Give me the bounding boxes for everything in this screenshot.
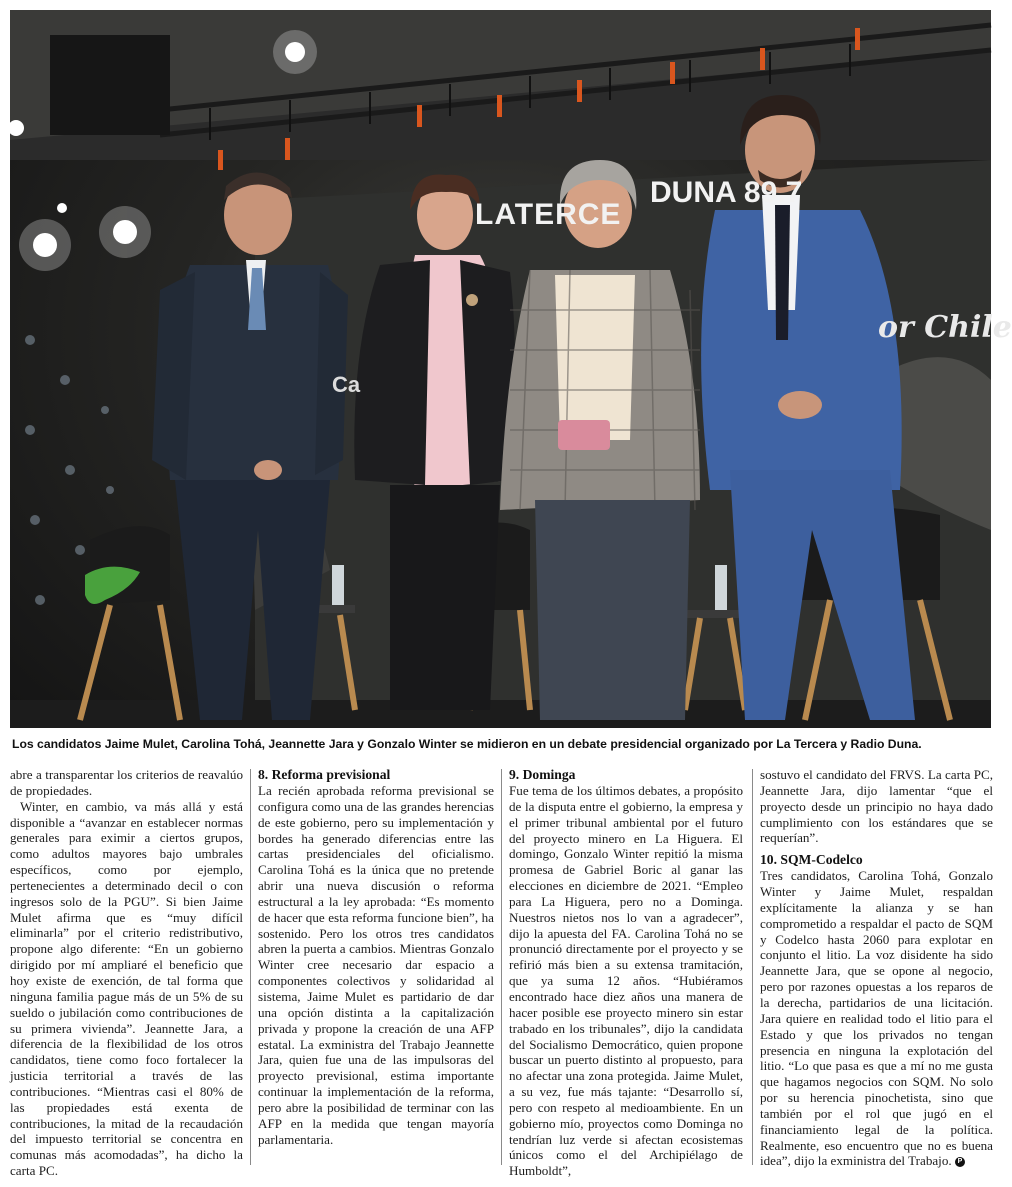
section-heading-dominga: 9. Dominga <box>509 767 576 782</box>
backdrop-logo-text: LATERCE <box>475 198 622 231</box>
column-divider <box>501 769 502 1165</box>
backdrop-fragment-text: Ca <box>332 372 361 397</box>
article-column-2 <box>258 767 494 1147</box>
backdrop-duna-text: DUNA 89.7 <box>650 176 803 209</box>
paragraph: La recién aprobada reforma previsional se configura como una de las grandes herencias de este gobierno, pero su implementación y bordes ha generado diferencias entre las cartas presidenciales del oficialismo. Carolina Tohá es la única que no pretende abrir una nueva discusión o reforma estructural a la ley aprobada: “Es momento de hacer que esta reforma funcione bien”, ha sostenido. Pero los otros tres candidatos abren la puerta a cambios. Mientras Gonzalo Winter cree necesario dar espacio a componentes colectivos y solidaridad al sistema, Jaime Mulet es partidario de dar una opción distinta a la capitalización privada y propone la creación de una AFP estatal. La exministra del Trabajo Jeannette Jara, quien fue una de las impulsoras del proyecto previsional, estima importante continuar la implementación de la reforma, pero abre la posibilidad de terminar con las AFP en la medida que tengan mayoría parlamentaria. <box>258 783 494 1147</box>
paragraph-text: Tres candidatos, Carolina Tohá, Gonzalo Winter y Jaime Mulet, respaldan explícitamente la alianza y se han comprometido a respaldar el pacto de SQM y Codelco hasta 2060 para explotar en conjunto el litio. La voz disidente ha sido Jeannette Jara, que se opone al negocio, pero por razones opuestas a los reparos de la derecha, partidarios de una licitación. Jara quiere en realidad todo el litio para el Estado y que los privados no tengan presencia en ninguna la explotación del litio. “Lo que pasa es que a mí no me gusta que hagamos negocios con SQM. No solo por su herencia pinochetista, sino que también por el rol que jugó en el financiamiento legal de la política. Realmente, eso encuentro que no es buena idea”, dijo la exministra del Trabajo. <box>760 868 993 1169</box>
section-heading-reforma-previsional: 8. Reforma previsional <box>258 767 391 782</box>
paragraph: abre a transparentar los criterios de reavalúo de propiedades. <box>10 767 243 798</box>
paragraph: Fue tema de los últimos debates, a propósito de la disputa entre el gobierno, la empresa y el primer tribunal ambiental por el futuro del proyecto minero en La Higuera. El domingo, Gonzalo Winter repitió la misma promesa de Gabriel Boric al ganar las elecciones en diciembre de 2021. “Empleo para La Higuera, pero no a Dominga. Nuestros nietos nos lo van a agradecer”, dijo la apuesta del FA. Carolina Tohá no se pronunció directamente por el proyecto y se refirió más bien a su extensa tramitación, que ya suma 12 años. “Hubiéramos encontrado hace diez años una manera de hacer posible ese proyecto minero sin estar trabado en los tribunales”, dijo la candidata del Socialismo Democrático, quien propone buscar un puerto distinto al propuesto, para no afectar una zona protegida. Jaime Mulet, a su vez, fue más tajante: “Desarrollo sí, pero con respeto al medioambiente. En un gobierno mío, proyectos como Dominga no tendrían luz verde si afectan ecosistemas únicos como el del Archipiélago de Humboldt”, <box>509 783 743 1179</box>
column-divider <box>250 769 251 1165</box>
paragraph: Winter, en cambio, va más allá y está disponible a “avanzar en establecer normas generales para eximir a ciertos grupos, como adultos mayores bajo umbrales específicos, como por ejemplo, pertenecientes a determinado decil o con ingresos solo de la PGU”. Si bien Jaime Mulet afirma que es “muy difícil eliminarla” por el criterio redistributivo, propone algo diferente: “En un gobierno dirigido por mí ampliaré el beneficio que hoy existe de exención, de tal forma que ninguna familia pague más de un 5% de su sueldo o jubilación como contribuciones de su primera vivienda”. Jeannette Jara, a diferencia de la flexibilidad de los otros candidatos, tiene como foco fortalecer la justicia territorial a través de las contribuciones. “Mientras casi el 80% de las propiedades está exenta de contribuciones, la mitad de la recaudación del impuesto territorial se concentra en comunas más acomodadas”, ha dicho la carta PC. <box>10 798 243 1179</box>
end-mark-icon: P <box>955 1157 965 1167</box>
column-divider <box>752 769 753 1165</box>
debate-photo <box>10 10 1012 728</box>
backdrop-slogan-text: or Chile <box>878 310 1012 345</box>
article-column-3 <box>509 767 743 1179</box>
photo-caption: Los candidatos Jaime Mulet, Carolina Tohá, Jeannette Jara y Gonzalo Winter se midieron en un debate presidencial organizado por La Tercera y Radio Duna. <box>12 737 922 751</box>
paragraph: sostuvo el candidato del FRVS. La carta PC, Jeannette Jara, dijo lamentar “que el proyecto desde un principio no haya dado cumplimiento con los estándares que se requerían”. <box>760 767 993 846</box>
article-column-4 <box>760 767 993 1169</box>
article-column-1 <box>10 767 243 1179</box>
section-heading-sqm-codelco: 10. SQM-Codelco <box>760 852 863 868</box>
paragraph <box>760 868 993 1169</box>
photo-illustration <box>10 10 991 728</box>
